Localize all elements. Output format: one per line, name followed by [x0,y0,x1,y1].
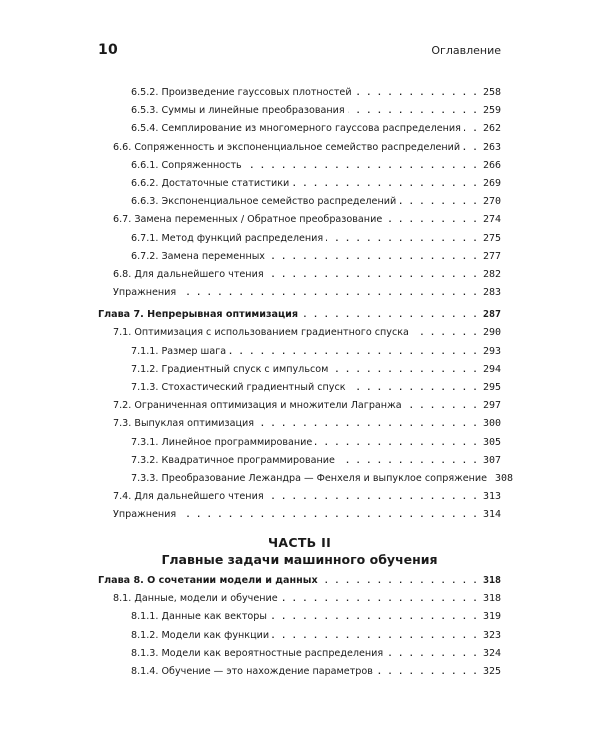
toc-entry-title: Глава 7. Непрерывная оптимизация [98,309,299,321]
toc-entry-page: 274 [482,214,501,226]
dot-leader [292,175,478,193]
toc-entry-page: 283 [482,287,501,299]
toc-entry[interactable] [98,645,501,663]
toc-entry[interactable] [98,193,501,211]
toc-entry-page: 275 [482,232,501,244]
dot-leader [463,139,478,157]
toc-entry[interactable] [98,139,501,157]
toc-entry[interactable] [98,397,501,415]
dot-leader [348,102,478,120]
toc-entry-page: 293 [482,345,501,357]
part-title: Главные задачи машинного обучения [161,552,438,567]
toc-entry-title: 8.1.2. Модели как функции [131,629,270,641]
toc-entry-title: 7.3.3. Преобразование Лежандра — Фенхеля и выпуклое сопряжение [131,472,488,484]
toc-entry-page: 313 [482,491,501,503]
toc-entry[interactable] [98,415,501,433]
dot-leader [301,306,478,324]
toc-entry[interactable] [98,120,501,138]
toc-entry-page: 323 [482,629,501,641]
toc-entry-title: Упражнения [113,509,177,521]
toc-entry[interactable] [98,343,501,361]
toc-entry-page: 269 [482,177,501,189]
toc-entry-exercises[interactable] [98,506,501,524]
toc-entry-page: 290 [482,327,501,339]
toc-entry[interactable] [98,211,501,229]
toc-entry-page: 297 [482,400,501,412]
toc-entry[interactable] [98,361,501,379]
toc-entry-page: 282 [482,268,501,280]
dot-leader [331,361,478,379]
toc-entry-page: 287 [482,309,501,321]
page-number: 10 [98,42,119,58]
toc-entry-title: 6.7.1. Метод функций распределения [131,232,324,244]
dot-leader [464,120,478,138]
dot-leader [349,379,478,397]
toc-entry-page: 266 [482,159,501,171]
toc-entry-title: 6.7.2. Замена переменных [131,250,265,262]
dot-leader [386,645,478,663]
toc-entry-page: 324 [482,647,501,659]
toc-entry[interactable] [98,324,501,342]
dot-leader [376,663,478,681]
toc-entry[interactable] [98,488,501,506]
toc-chapter-7[interactable] [98,306,501,324]
toc-entry-title: 8.1.3. Модели как вероятностные распределения [131,647,384,659]
toc-entry-title: 7.4. Для дальнейшего чтения [113,491,264,503]
toc-entry-page: 319 [482,611,501,623]
toc-entry-title: 6.6.1. Сопряженность [131,159,242,171]
toc-entry-title: 7.1.2. Градиентный спуск с импульсом [131,363,329,375]
toc-entry[interactable] [98,379,501,397]
toc-entry-page: 270 [482,196,501,208]
toc-entry-title: 8.1.4. Обучение — это нахождение параметров [131,665,373,677]
toc-entry-page: 318 [482,593,501,605]
dot-leader [281,590,478,608]
toc-entry-page: 307 [482,454,501,466]
toc-entry-title: 6.5.3. Суммы и линейные преобразования [131,105,345,117]
dot-leader [267,488,478,506]
dot-leader [338,452,478,470]
toc-entry-page: 325 [482,665,501,677]
toc-block-chapter-6-7 [98,84,514,525]
toc-entry-page: 294 [482,363,501,375]
toc-entry-title: 7.1.1. Размер шага [131,345,227,357]
dot-leader [399,193,478,211]
toc-entry-page: 277 [482,250,501,262]
toc-entry-page: 305 [482,436,501,448]
dot-leader [272,627,478,645]
toc-entry-title: Глава 8. О сочетании модели и данных [98,575,318,586]
toc-entry[interactable] [98,102,501,120]
toc-entry-title: 6.6.3. Экспоненциальное семейство распределений [131,196,397,208]
toc-entry-exercises[interactable] [98,284,501,302]
toc-entry-title: 7.2. Ограниченная оптимизация и множители Лагранжа [113,400,402,412]
toc-entry-page: 300 [482,418,501,430]
toc-entry-page: 308 [495,472,514,484]
part-label: ЧАСТЬ II [267,535,332,550]
page-header [98,42,501,60]
dot-leader [412,324,478,342]
toc-entry[interactable] [98,230,501,248]
dot-leader [267,266,478,284]
dot-leader [257,415,478,433]
toc-entry[interactable] [98,452,501,470]
toc-entry-title: 8.1.1. Данные как векторы [131,611,267,623]
toc-entry[interactable] [98,434,501,452]
dot-leader [245,157,478,175]
toc-entry-title: 7.3.2. Квадратичное программирование [131,454,335,466]
toc-entry[interactable] [98,266,501,284]
toc-entry[interactable] [98,175,501,193]
toc-chapter-8[interactable] [98,572,501,590]
toc-entry-page: 314 [482,509,501,521]
toc-block-chapter-8 [98,572,501,681]
toc-entry-page: 318 [482,575,501,586]
part-heading [98,534,501,568]
dot-leader [268,248,478,266]
toc-entry[interactable] [98,470,514,488]
toc-entry-page: 258 [482,87,501,98]
toc-entry[interactable] [98,590,501,608]
toc-entry-page: 259 [482,105,501,117]
dot-leader [385,211,478,229]
toc-entry-title: 8.1. Данные, модели и обучение [113,593,278,605]
toc-entry-title: 6.7. Замена переменных / Обратное преобразование [113,214,383,226]
toc-entry-page: 262 [482,123,501,135]
dot-leader [270,608,478,626]
toc-entry[interactable] [98,627,501,645]
toc-entry-title: 6.5.4. Семплирование из многомерного гауссова распределения [131,123,461,135]
toc-entry-title: 6.8. Для дальнейшего чтения [113,268,264,280]
running-title: Оглавление [431,44,501,57]
toc-entry-title: 6.5.2. Произведение гауссовых плотностей [131,87,352,98]
dot-leader [179,506,478,524]
toc-entry[interactable] [98,248,501,266]
dot-leader [405,397,478,415]
dot-leader [326,230,478,248]
toc-entry-title: Упражнения [113,287,177,299]
toc-entry-title: 6.6. Сопряженность и экспоненциальное семейство распределений [113,141,461,153]
toc-entry[interactable] [98,84,501,102]
toc-entry-page: 263 [482,141,501,153]
toc-entry[interactable] [98,608,501,626]
toc-entry-title: 7.3.1. Линейное программирование [131,436,313,448]
dot-leader [315,434,478,452]
toc-entry-title: 7.3. Выпуклая оптимизация [113,418,255,430]
toc-entry-title: 6.6.2. Достаточные статистики [131,177,290,189]
toc-entry[interactable] [98,663,501,681]
toc-entry[interactable] [98,157,501,175]
dot-leader [355,84,478,102]
toc-entry-page: 295 [482,382,501,393]
dot-leader [179,284,478,302]
dot-leader [229,343,478,361]
toc-entry-title: 7.1.3. Стохастический градиентный спуск [131,382,346,393]
dot-leader [321,572,478,590]
toc-entry-title: 7.1. Оптимизация с использованием градиентного спуска [113,327,409,339]
